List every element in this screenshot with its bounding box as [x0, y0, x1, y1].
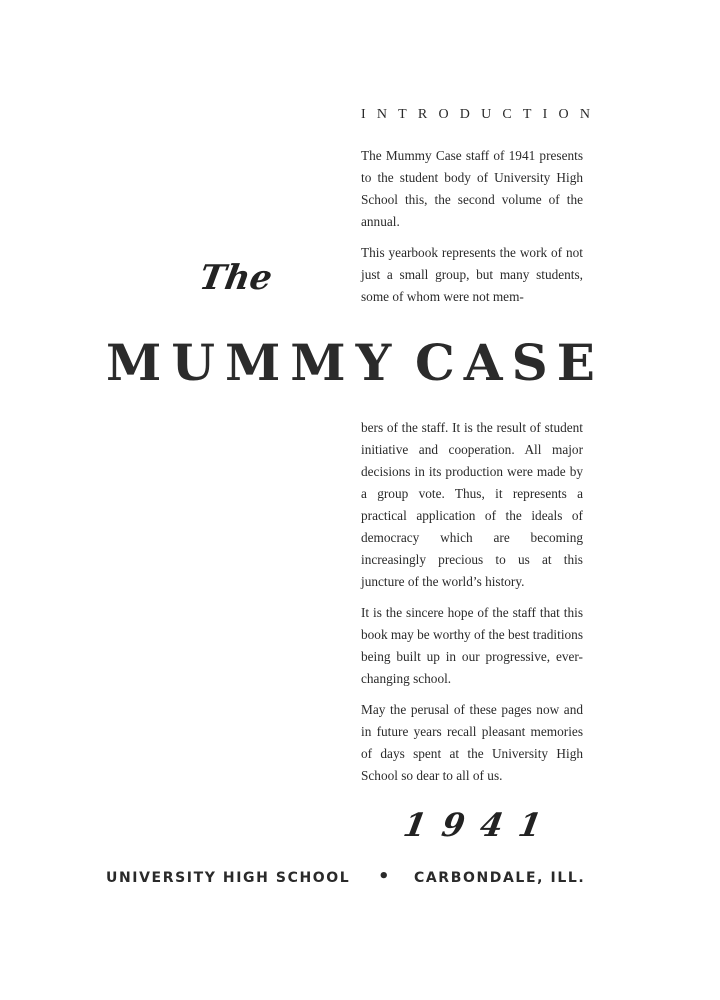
- title-prefix: The: [196, 258, 276, 298]
- footer-separator-dot: •: [378, 866, 392, 887]
- title-word-mummy: MUMMY: [106, 333, 402, 392]
- intro-paragraph-5: May the perusal of these pages now and in future years recall pleasant memories of days spent at the University High School so dear to all of us.: [361, 702, 583, 783]
- intro-paragraph-4: It is the sincere hope of the staff that this book may be worthy of the best traditions being built up in our progressive, ever-changing school.: [361, 605, 583, 686]
- introduction-text-top: [361, 145, 583, 317]
- year-mark: 1941: [400, 806, 561, 844]
- introduction-text-bottom: [361, 417, 583, 796]
- introduction-heading: INTRODUCTION: [361, 107, 602, 122]
- footer-school-name: UNIVERSITY HIGH SCHOOL: [106, 870, 351, 886]
- title-word-case: CASE: [415, 333, 604, 392]
- intro-paragraph-3: bers of the staff. It is the result of student initiative and cooperation. All major decisions in its production were made by a group vote. Thus, it represents a practical application of the ideals of democracy which are becoming increasingly precious to us at this juncture of the world’s history.: [361, 420, 583, 589]
- intro-paragraph-1: The Mummy Case staff of 1941 presents to the student body of University High School this, the second volume of the annual.: [361, 148, 583, 229]
- footer-location: CARBONDALE, ILL.: [414, 870, 586, 886]
- intro-paragraph-2: This yearbook represents the work of not just a small group, but many students, some of whom were not mem-: [361, 245, 583, 304]
